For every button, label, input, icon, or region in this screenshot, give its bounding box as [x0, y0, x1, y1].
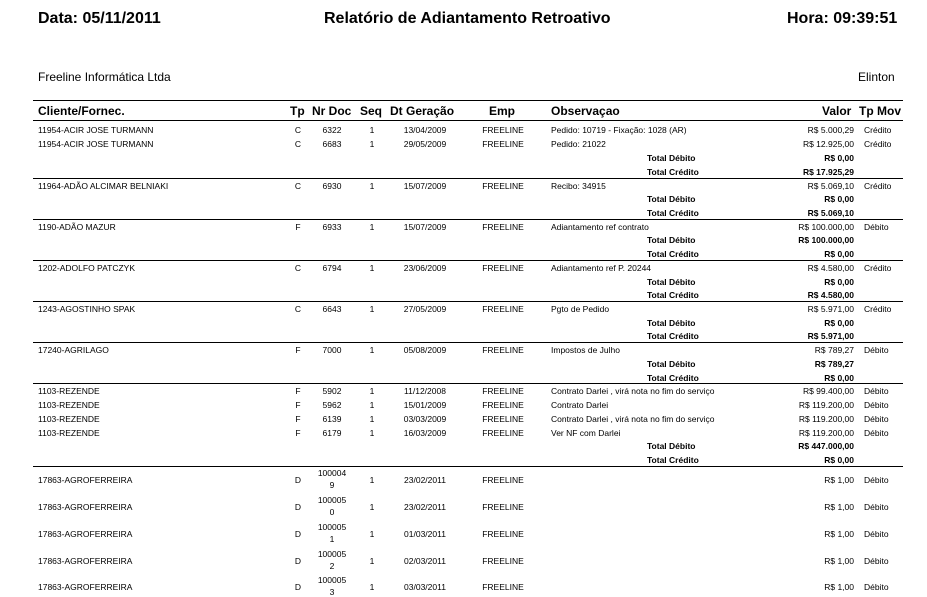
- nrdoc-cell: 3: [329, 587, 335, 597]
- nrdoc-cell: 6683: [322, 139, 342, 149]
- emp-cell: FREELINE: [482, 582, 524, 592]
- emp-cell: FREELINE: [482, 529, 524, 539]
- total-value: R$ 0,00: [824, 153, 854, 163]
- obs-cell: Contrato Darlei , virá nota no fim do serviço: [551, 386, 715, 396]
- dt-cell: 01/03/2011: [404, 529, 446, 539]
- cliente-cell: 17863-AGROFERREIRA: [38, 556, 133, 566]
- valor-cell: R$ 4.580,00: [807, 263, 854, 273]
- valor-cell: R$ 12.925,00: [802, 139, 854, 149]
- col-observacao: Observaçao: [551, 104, 620, 118]
- total-label: Total Crédito: [647, 455, 699, 465]
- emp-cell: FREELINE: [482, 345, 524, 355]
- cliente-cell: 17863-AGROFERREIRA: [38, 582, 133, 592]
- obs-cell: Recibo: 34915: [551, 181, 606, 191]
- seq-cell: 1: [369, 414, 375, 424]
- nrdoc-cell: 100005: [317, 549, 347, 559]
- emp-cell: FREELINE: [482, 125, 524, 135]
- col-seq: Seq: [360, 104, 383, 118]
- tpmov-cell: Crédito: [864, 304, 892, 314]
- dt-cell: 15/07/2009: [403, 222, 447, 232]
- dt-cell: 16/03/2009: [403, 428, 447, 438]
- total-value: R$ 100.000,00: [798, 235, 854, 245]
- valor-cell: R$ 1,00: [824, 556, 854, 566]
- tp-cell: C: [294, 263, 302, 273]
- valor-cell: R$ 5.000,29: [807, 125, 854, 135]
- total-value: R$ 0,00: [824, 318, 854, 328]
- cliente-cell: 1103-REZENDE: [38, 428, 100, 438]
- emp-cell: FREELINE: [482, 222, 524, 232]
- emp-cell: FREELINE: [482, 181, 524, 191]
- tp-cell: D: [294, 502, 302, 512]
- total-label: Total Débito: [647, 359, 696, 369]
- nrdoc-cell: 6322: [322, 125, 342, 135]
- seq-cell: 1: [369, 222, 375, 232]
- total-label: Total Débito: [647, 441, 696, 451]
- tpmov-cell: Crédito: [864, 263, 892, 273]
- nrdoc-cell: 1: [329, 534, 335, 544]
- emp-cell: FREELINE: [482, 475, 524, 485]
- tp-cell: D: [294, 475, 302, 485]
- total-value: R$ 4.580,00: [807, 290, 854, 300]
- tp-cell: D: [294, 582, 302, 592]
- nrdoc-cell: 100005: [317, 522, 347, 532]
- col-tpmov: Tp Mov: [859, 104, 901, 118]
- dt-cell: 15/01/2009: [403, 400, 447, 410]
- dt-cell: 13/04/2009: [403, 125, 447, 135]
- nrdoc-cell: 0: [329, 507, 335, 517]
- valor-cell: R$ 5.069,10: [807, 181, 854, 191]
- dt-cell: 27/05/2009: [403, 304, 447, 314]
- total-label: Total Débito: [647, 235, 696, 245]
- nrdoc-cell: 5962: [322, 400, 342, 410]
- seq-cell: 1: [369, 125, 375, 135]
- group-divider: [33, 219, 903, 220]
- cliente-cell: 1202-ADOLFO PATCZYK: [38, 263, 135, 273]
- header-rule-top: [33, 100, 903, 101]
- col-emp: Emp: [489, 104, 516, 118]
- cliente-cell: 11954-ACIR JOSE TURMANN: [38, 125, 154, 135]
- tp-cell: F: [295, 400, 301, 410]
- seq-cell: 1: [369, 345, 375, 355]
- cliente-cell: 1243-AGOSTINHO SPAK: [38, 304, 136, 314]
- tpmov-cell: Débito: [864, 529, 889, 539]
- emp-cell: FREELINE: [482, 428, 524, 438]
- tpmov-cell: Débito: [864, 428, 889, 438]
- cliente-cell: 1103-REZENDE: [38, 386, 100, 396]
- obs-cell: Impostos de Julho: [551, 345, 620, 355]
- tpmov-cell: Débito: [864, 222, 889, 232]
- nrdoc-cell: 7000: [322, 345, 342, 355]
- seq-cell: 1: [369, 181, 375, 191]
- nrdoc-cell: 6179: [322, 428, 342, 438]
- cliente-cell: 1103-REZENDE: [38, 414, 100, 424]
- total-label: Total Crédito: [647, 208, 699, 218]
- total-label: Total Crédito: [647, 331, 699, 341]
- tp-cell: C: [294, 125, 302, 135]
- nrdoc-cell: 6139: [322, 414, 342, 424]
- company-name: Freeline Informática Ltda: [38, 70, 171, 84]
- seq-cell: 1: [369, 263, 375, 273]
- valor-cell: R$ 1,00: [824, 475, 854, 485]
- nrdoc-cell: 6794: [322, 263, 342, 273]
- cliente-cell: 1190-ADÃO MAZUR: [38, 222, 116, 232]
- emp-cell: FREELINE: [482, 139, 524, 149]
- tp-cell: F: [295, 345, 301, 355]
- nrdoc-cell: 100005: [317, 575, 347, 585]
- total-value: R$ 0,00: [824, 194, 854, 204]
- obs-cell: Ver NF com Darlei: [551, 428, 621, 438]
- tpmov-cell: Débito: [864, 582, 889, 592]
- col-nrdoc: Nr Doc: [312, 104, 352, 118]
- total-value: R$ 0,00: [824, 455, 854, 465]
- tp-cell: D: [294, 556, 302, 566]
- dt-cell: 29/05/2009: [403, 139, 447, 149]
- user-name: Elinton: [858, 70, 895, 84]
- seq-cell: 1: [369, 428, 375, 438]
- dt-cell: 03/03/2011: [404, 582, 446, 592]
- group-divider: [33, 178, 903, 179]
- dt-cell: 05/08/2009: [403, 345, 447, 355]
- valor-cell: R$ 1,00: [824, 502, 854, 512]
- report-time: Hora: 09:39:51: [787, 10, 898, 27]
- dt-cell: 15/07/2009: [403, 181, 447, 191]
- tp-cell: F: [295, 222, 301, 232]
- seq-cell: 1: [369, 582, 375, 592]
- valor-cell: R$ 5.971,00: [807, 304, 854, 314]
- emp-cell: FREELINE: [482, 304, 524, 314]
- tp-cell: F: [295, 428, 301, 438]
- seq-cell: 1: [369, 400, 375, 410]
- cliente-cell: 17240-AGRILAGO: [38, 345, 109, 355]
- group-divider: [33, 260, 903, 261]
- emp-cell: FREELINE: [482, 414, 524, 424]
- total-value: R$ 0,00: [824, 249, 854, 259]
- valor-cell: R$ 1,00: [824, 582, 854, 592]
- col-dtgeracao: Dt Geração: [390, 104, 455, 118]
- total-label: Total Crédito: [647, 249, 699, 259]
- seq-cell: 1: [369, 475, 375, 485]
- total-value: R$ 447.000,00: [798, 441, 854, 451]
- emp-cell: FREELINE: [482, 556, 524, 566]
- nrdoc-cell: 6643: [322, 304, 342, 314]
- total-label: Total Débito: [647, 277, 696, 287]
- emp-cell: FREELINE: [482, 263, 524, 273]
- tp-cell: C: [294, 181, 302, 191]
- valor-cell: R$ 119.200,00: [798, 428, 854, 438]
- dt-cell: 11/12/2008: [404, 386, 446, 396]
- obs-cell: Contrato Darlei: [551, 400, 609, 410]
- emp-cell: FREELINE: [482, 502, 524, 512]
- total-value: R$ 789,27: [814, 359, 854, 369]
- tpmov-cell: Crédito: [864, 139, 892, 149]
- dt-cell: 23/02/2011: [404, 502, 446, 512]
- obs-cell: Adiantamento ref P. 20244: [551, 263, 652, 273]
- dt-cell: 03/03/2009: [403, 414, 447, 424]
- valor-cell: R$ 1,00: [824, 529, 854, 539]
- valor-cell: R$ 99.400,00: [802, 386, 854, 396]
- valor-cell: R$ 119.200,00: [798, 414, 854, 424]
- nrdoc-cell: 9: [329, 480, 335, 490]
- dt-cell: 02/03/2011: [404, 556, 446, 566]
- group-divider: [33, 466, 903, 467]
- obs-cell: Pedido: 21022: [551, 139, 606, 149]
- valor-cell: R$ 789,27: [814, 345, 854, 355]
- seq-cell: 1: [369, 502, 375, 512]
- seq-cell: 1: [369, 304, 375, 314]
- tpmov-cell: Débito: [864, 556, 889, 566]
- total-label: Total Crédito: [647, 290, 699, 300]
- seq-cell: 1: [369, 386, 375, 396]
- tpmov-cell: Débito: [864, 400, 889, 410]
- emp-cell: FREELINE: [482, 386, 524, 396]
- tpmov-cell: Débito: [864, 414, 889, 424]
- total-value: R$ 5.069,10: [807, 208, 854, 218]
- cliente-cell: 17863-AGROFERREIRA: [38, 529, 133, 539]
- nrdoc-cell: 6933: [322, 222, 342, 232]
- cliente-cell: 11954-ACIR JOSE TURMANN: [38, 139, 154, 149]
- col-valor: Valor: [822, 104, 852, 118]
- dt-cell: 23/02/2011: [404, 475, 446, 485]
- report-title: Relatório de Adiantamento Retroativo: [324, 10, 611, 27]
- dt-cell: 23/06/2009: [403, 263, 447, 273]
- header-rule-bottom: [33, 120, 903, 121]
- tpmov-cell: Débito: [864, 475, 889, 485]
- cliente-cell: 11964-ADÃO ALCIMAR BELNIAKI: [38, 181, 169, 191]
- cliente-cell: 17863-AGROFERREIRA: [38, 502, 133, 512]
- seq-cell: 1: [369, 139, 375, 149]
- emp-cell: FREELINE: [482, 400, 524, 410]
- total-label: Total Débito: [647, 318, 696, 328]
- tpmov-cell: Débito: [864, 502, 889, 512]
- tpmov-cell: Crédito: [864, 125, 892, 135]
- obs-cell: Contrato Darlei , virá nota no fim do serviço: [551, 414, 715, 424]
- total-value: R$ 5.971,00: [807, 331, 854, 341]
- col-tp: Tp: [290, 104, 305, 118]
- total-label: Total Débito: [647, 153, 696, 163]
- obs-cell: Pgto de Pedido: [551, 304, 610, 314]
- seq-cell: 1: [369, 529, 375, 539]
- tpmov-cell: Débito: [864, 345, 889, 355]
- group-divider: [33, 342, 903, 343]
- cliente-cell: 17863-AGROFERREIRA: [38, 475, 133, 485]
- total-label: Total Crédito: [647, 167, 699, 177]
- total-label: Total Débito: [647, 194, 696, 204]
- tp-cell: D: [294, 529, 302, 539]
- nrdoc-cell: 2: [329, 561, 335, 571]
- tp-cell: F: [295, 386, 301, 396]
- report-date: Data: 05/11/2011: [38, 10, 161, 27]
- nrdoc-cell: 100004: [317, 468, 347, 478]
- nrdoc-cell: 6930: [322, 181, 342, 191]
- nrdoc-cell: 100005: [317, 495, 347, 505]
- seq-cell: 1: [369, 556, 375, 566]
- obs-cell: Adiantamento ref contrato: [551, 222, 649, 232]
- col-cliente: Cliente/Fornec.: [38, 104, 125, 118]
- tp-cell: C: [294, 304, 302, 314]
- total-value: R$ 17.925,29: [802, 167, 854, 177]
- tp-cell: F: [295, 414, 301, 424]
- group-divider: [33, 301, 903, 302]
- cliente-cell: 1103-REZENDE: [38, 400, 100, 410]
- total-label: Total Crédito: [647, 373, 699, 383]
- valor-cell: R$ 119.200,00: [798, 400, 854, 410]
- valor-cell: R$ 100.000,00: [798, 222, 854, 232]
- tpmov-cell: Débito: [864, 386, 889, 396]
- tpmov-cell: Crédito: [864, 181, 892, 191]
- total-value: R$ 0,00: [824, 373, 854, 383]
- nrdoc-cell: 5902: [322, 386, 342, 396]
- tp-cell: C: [294, 139, 302, 149]
- obs-cell: Pedido: 10719 - Fixação: 1028 (AR): [551, 125, 687, 135]
- total-value: R$ 0,00: [824, 277, 854, 287]
- group-divider: [33, 383, 903, 384]
